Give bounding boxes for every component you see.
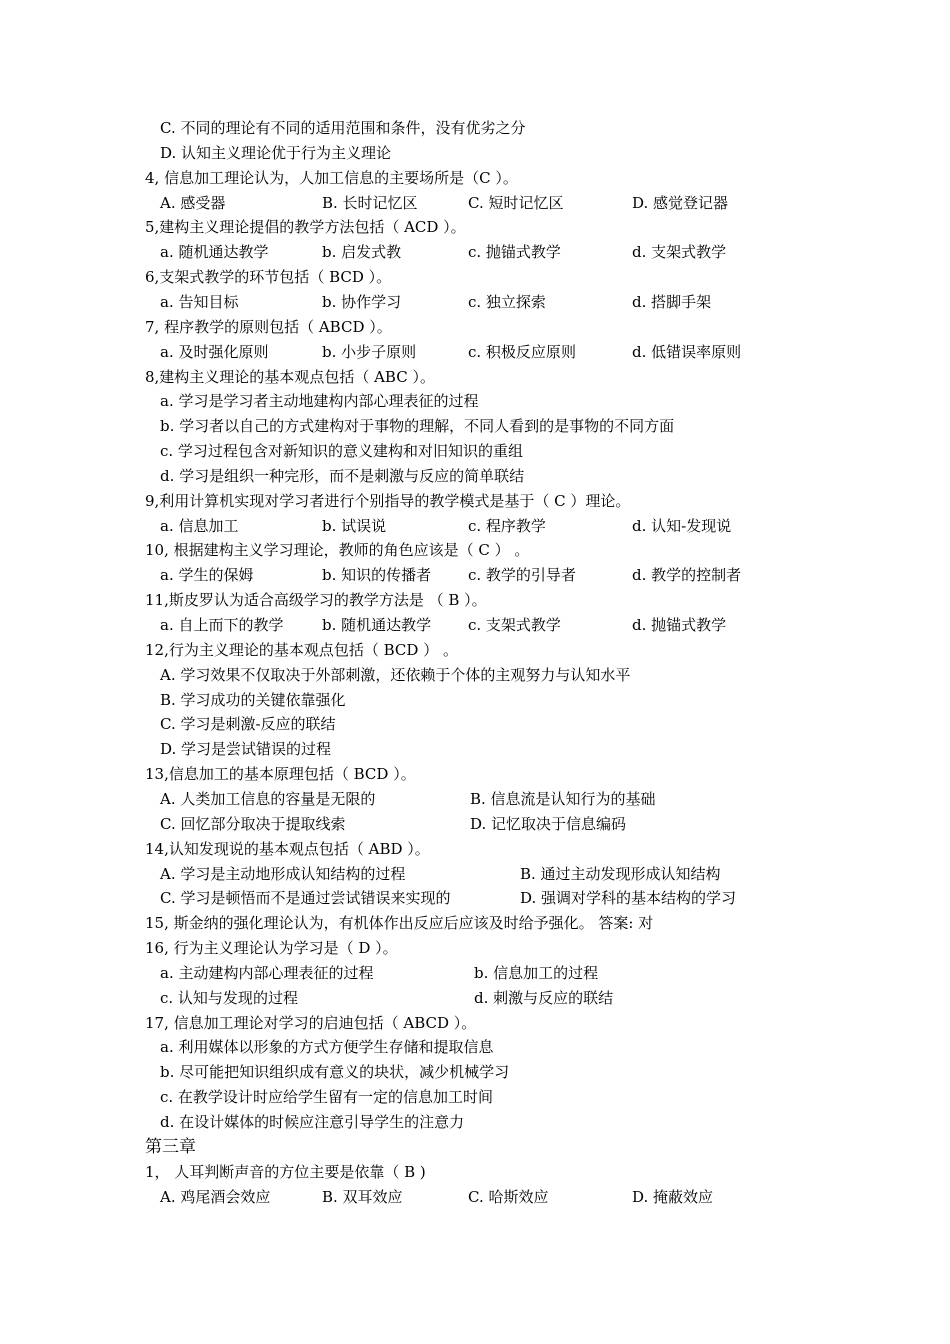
option-cell: b. 知识的传播者	[322, 566, 432, 585]
options-row	[0, 514, 950, 539]
option-cell: A. 鸡尾酒会效应	[160, 1187, 271, 1206]
option-line: B. 学习成功的关键依靠强化	[160, 690, 346, 709]
option-cell: d. 低错误率原则	[632, 342, 742, 361]
question-line: 11,斯皮罗认为适合高级学习的教学方法是 （ B ）。	[145, 591, 487, 610]
question-line: 13,信息加工的基本原理包括（ BCD ）。	[145, 765, 416, 784]
option-line: A. 学习效果不仅取决于外部刺激，还依赖于个体的主观努力与认知水平	[160, 665, 631, 684]
option-cell: C. 哈斯效应	[468, 1187, 549, 1206]
option-cell: A. 感受器	[160, 193, 226, 212]
option-cell: A. 人类加工信息的容量是无限的	[160, 789, 376, 808]
option-line: C. 学习是刺激-反应的联结	[160, 715, 336, 734]
option-line: c. 在教学设计时应给学生留有一定的信息加工时间	[160, 1088, 493, 1107]
options-row	[0, 886, 950, 911]
option-cell: d. 刺激与反应的联结	[474, 988, 614, 1007]
question-line: 4, 信息加工理论认为，人加工信息的主要场所是（C ）。	[145, 168, 518, 187]
option-cell: d. 认知-发现说	[632, 516, 732, 535]
option-cell: D. 记忆取决于信息编码	[470, 814, 627, 833]
option-cell: D. 掩蔽效应	[632, 1187, 714, 1206]
option-line: a. 利用媒体以形象的方式方便学生存储和提取信息	[160, 1038, 494, 1057]
option-cell: a. 信息加工	[160, 516, 239, 535]
option-line: b. 学习者以自己的方式建构对于事物的理解，不同人看到的是事物的不同方面	[160, 417, 675, 436]
options-row	[0, 340, 950, 365]
option-cell: a. 自上而下的教学	[160, 616, 284, 634]
question-line: 16, 行为主义理论认为学习是（ D ）。	[145, 939, 398, 958]
option-cell: c. 独立探索	[468, 292, 546, 311]
option-cell: b. 随机通达教学	[322, 616, 432, 634]
options-row	[0, 862, 950, 887]
option-cell: a. 告知目标	[160, 292, 239, 311]
option-cell: a. 随机通达教学	[160, 243, 269, 262]
option-line: d. 在设计媒体的时候应注意引导学生的注意力	[160, 1113, 465, 1131]
option-cell: B. 双耳效应	[322, 1187, 403, 1206]
chapter-heading: 第三章	[145, 1136, 196, 1157]
options-row	[0, 613, 950, 638]
option-cell: c. 支架式教学	[468, 616, 561, 634]
option-cell: d. 支架式教学	[632, 243, 727, 262]
option-cell: b. 小步子原则	[322, 342, 417, 361]
question-line: 9,利用计算机实现对学习者进行个别指导的教学模式是基于（ C ）理论。	[145, 491, 631, 510]
option-line: a. 学习是学习者主动地建构内部心理表征的过程	[160, 392, 479, 411]
option-cell: B. 长时记忆区	[322, 193, 418, 212]
question-line: 15, 斯金纳的强化理论认为，有机体作出反应后应该及时给予强化。 答案: 对	[145, 914, 654, 933]
options-row	[0, 240, 950, 265]
options-row	[0, 1185, 950, 1210]
option-cell: a. 主动建构内部心理表征的过程	[160, 963, 374, 982]
option-line: c. 学习过程包含对新知识的意义建构和对旧知识的重组	[160, 442, 523, 461]
option-cell: A. 学习是主动地形成认知结构的过程	[160, 864, 406, 883]
option-cell: D. 强调对学科的基本结构的学习	[520, 889, 737, 908]
option-line: C. 不同的理论有不同的适用范围和条件，没有优劣之分	[160, 119, 526, 137]
option-cell: d. 教学的控制者	[632, 566, 742, 585]
option-cell: c. 认知与发现的过程	[160, 988, 298, 1007]
option-cell: D. 感觉登记器	[632, 193, 729, 212]
option-line: b. 尽可能把知识组织成有意义的块状，减少机械学习	[160, 1063, 510, 1082]
option-cell: c. 抛锚式教学	[468, 243, 561, 262]
option-cell: C. 回忆部分取决于提取线索	[160, 814, 346, 833]
option-cell: b. 试误说	[322, 516, 387, 535]
option-cell: C. 学习是顿悟而不是通过尝试错误来实现的	[160, 889, 451, 908]
option-cell: C. 短时记忆区	[468, 193, 564, 212]
question-line: 7, 程序教学的原则包括（ ABCD ）。	[145, 317, 392, 336]
option-cell: c. 教学的引导者	[468, 566, 576, 585]
option-cell: c. 积极反应原则	[468, 342, 576, 361]
option-cell: d. 抛锚式教学	[632, 616, 727, 634]
options-row	[0, 787, 950, 812]
question-line: 17, 信息加工理论对学习的启迪包括（ ABCD ）。	[145, 1013, 477, 1032]
options-row	[0, 986, 950, 1011]
option-cell: b. 协作学习	[322, 292, 402, 311]
option-line: D. 认知主义理论优于行为主义理论	[160, 143, 392, 162]
option-cell: b. 信息加工的过程	[474, 963, 599, 982]
options-row	[0, 812, 950, 837]
option-line: D. 学习是尝试错误的过程	[160, 740, 332, 759]
option-cell: a. 学生的保姆	[160, 566, 254, 585]
option-line: d. 学习是组织一种完形，而不是刺激与反应的简单联结	[160, 466, 525, 485]
options-row	[0, 563, 950, 588]
question-line: 5,建构主义理论提倡的教学方法包括（ ACD ）。	[145, 218, 466, 237]
option-cell: a. 及时强化原则	[160, 342, 269, 361]
question-line: 12,行为主义理论的基本观点包括（ BCD ） 。	[145, 640, 458, 659]
question-line: 1， 人耳判断声音的方位主要是依靠（ B )	[145, 1162, 426, 1181]
option-cell: B. 信息流是认知行为的基础	[470, 789, 656, 808]
options-row	[0, 961, 950, 986]
question-line: 10, 根据建构主义学习理论，教师的角色应该是（ C ） 。	[145, 541, 530, 560]
option-cell: d. 搭脚手架	[632, 292, 712, 311]
options-row	[0, 191, 950, 216]
option-cell: B. 通过主动发现形成认知结构	[520, 864, 721, 883]
question-line: 8,建构主义理论的基本观点包括（ ABC ）。	[145, 367, 435, 386]
question-line: 14,认知发现说的基本观点包括（ ABD ）。	[145, 839, 430, 858]
question-line: 6,支架式教学的环节包括（ BCD ）。	[145, 268, 392, 287]
option-cell: b. 启发式教	[322, 243, 402, 262]
option-cell: c. 程序教学	[468, 516, 546, 535]
options-row	[0, 290, 950, 315]
